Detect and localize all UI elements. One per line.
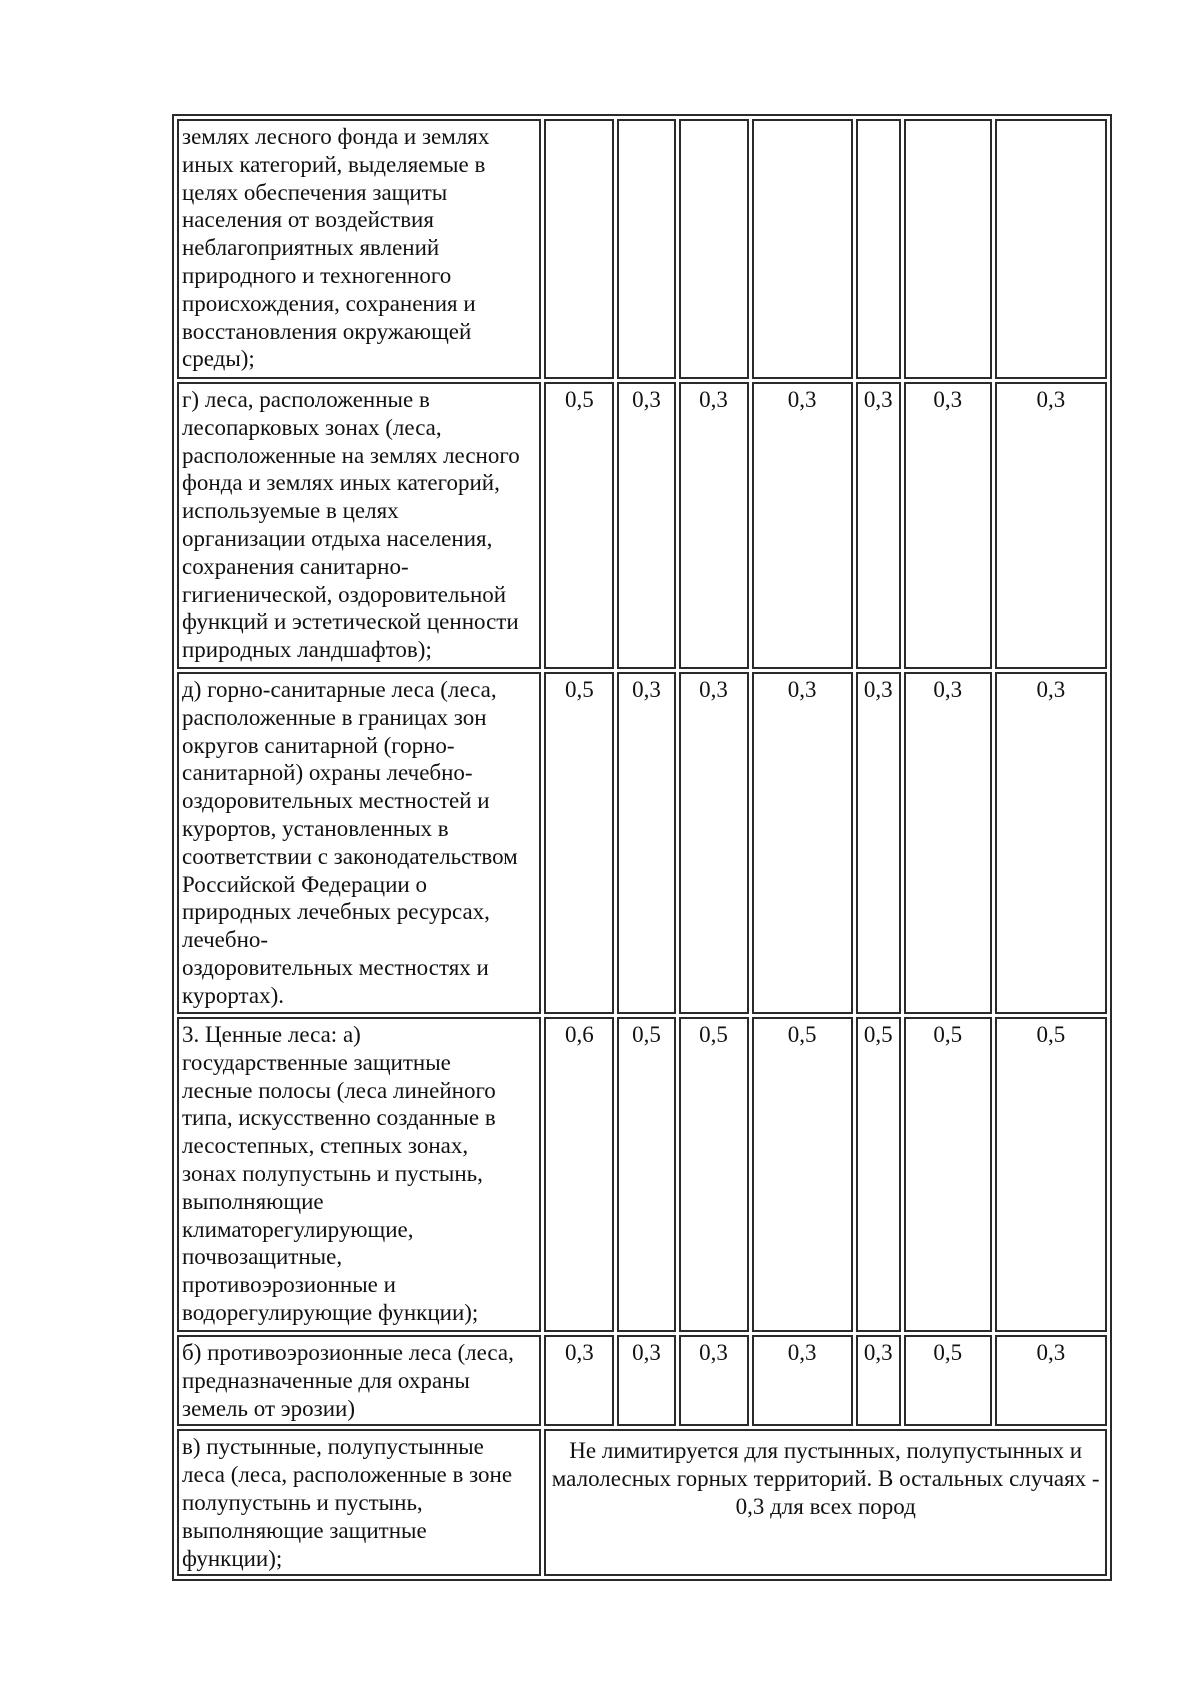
table-row (177, 1017, 1107, 1332)
value-cell (856, 119, 901, 379)
value-cell: 0,5 (904, 1017, 992, 1332)
value-cell: 0,3 (617, 1335, 675, 1426)
table-row (177, 119, 1107, 379)
value-cell: 0,3 (995, 382, 1107, 669)
value-cell: 0,5 (679, 1017, 749, 1332)
value-cell: 0,5 (995, 1017, 1107, 1332)
value-cell: 0,5 (904, 1335, 992, 1426)
value-cell: 0,5 (856, 1017, 901, 1332)
merged-note-cell: Не лимитируется для пустынных, полупустынных и малолесных горных территорий. В остальных случаях - 0,3 для всех пород (544, 1429, 1107, 1576)
value-cell (617, 119, 675, 379)
value-cell: 0,3 (904, 672, 992, 1014)
value-cell (544, 119, 614, 379)
value-cell: 0,3 (752, 1335, 853, 1426)
value-cell: 0,3 (995, 672, 1107, 1014)
forest-norms-table (172, 114, 1112, 1581)
value-cell: 0,3 (856, 672, 901, 1014)
table-row (177, 382, 1107, 669)
value-cell: 0,3 (617, 382, 675, 669)
value-cell: 0,5 (752, 1017, 853, 1332)
value-cell (752, 119, 853, 379)
table-row (177, 1335, 1107, 1426)
value-cell: 0,5 (617, 1017, 675, 1332)
value-cell: 0,3 (904, 382, 992, 669)
value-cell: 0,3 (856, 382, 901, 669)
value-cell: 0,3 (679, 672, 749, 1014)
value-cell: 0,5 (544, 672, 614, 1014)
row-label: д) горно-санитарные леса (леса, расположенные в границах зон округов санитарной (горно- санитарной) охраны лечебно- оздоровительных местностей и курортов, установленных в соответствии с законодательством Российской Федерации о природных лечебных ресурсах, лечебно- оздоровительных местностях и курортах). (177, 672, 541, 1014)
row-label: 3. Ценные леса: а) государственные защитные лесные полосы (леса линейного типа, искусственно созданные в лесостепных, степных зонах, зонах полупустынь и пустынь, выполняющие климаторегулирующие, почвозащитные, противоэрозионные и водорегулирующие функции); (177, 1017, 541, 1332)
table-row (177, 1429, 1107, 1576)
row-label: б) противоэрозионные леса (леса, предназначенные для охраны земель от эрозии) (177, 1335, 541, 1426)
value-cell: 0,3 (544, 1335, 614, 1426)
row-label: г) леса, расположенные в лесопарковых зонах (леса, расположенные на землях лесного фонда и землях иных категорий, используемые в целях организации отдыха населения, сохранения санитарно- гигиенической, оздоровительной функций и эстетической ценности природных ландшафтов); (177, 382, 541, 669)
value-cell: 0,3 (679, 1335, 749, 1426)
value-cell: 0,3 (856, 1335, 901, 1426)
value-cell: 0,3 (752, 672, 853, 1014)
row-label: в) пустынные, полупустынные леса (леса, расположенные в зоне полупустынь и пустынь, выполняющие защитные функции); (177, 1429, 541, 1576)
value-cell: 0,6 (544, 1017, 614, 1332)
value-cell (995, 119, 1107, 379)
table-row (177, 672, 1107, 1014)
value-cell: 0,3 (679, 382, 749, 669)
value-cell: 0,3 (995, 1335, 1107, 1426)
value-cell: 0,3 (752, 382, 853, 669)
value-cell (904, 119, 992, 379)
row-label: землях лесного фонда и землях иных категорий, выделяемые в целях обеспечения защиты населения от воздействия неблагоприятных явлений природного и техногенного происхождения, сохранения и восстановления окружающей среды); (177, 119, 541, 379)
value-cell (679, 119, 749, 379)
value-cell: 0,5 (544, 382, 614, 669)
value-cell: 0,3 (617, 672, 675, 1014)
